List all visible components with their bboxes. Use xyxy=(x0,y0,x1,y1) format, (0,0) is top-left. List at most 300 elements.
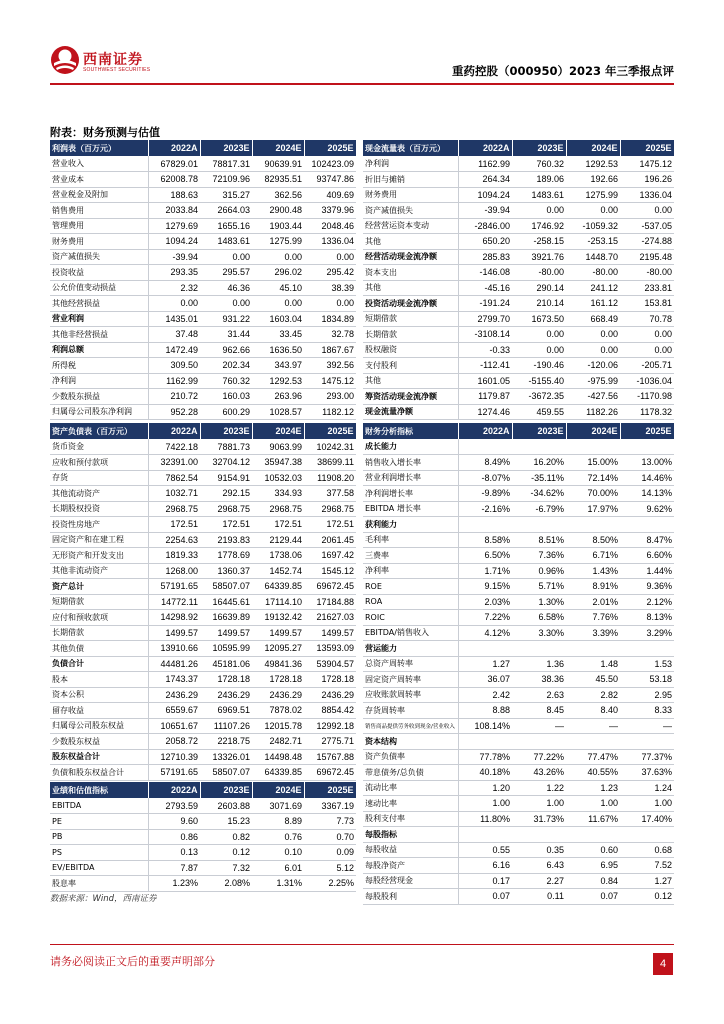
balance-row-label: 其他非流动资产 xyxy=(50,563,148,579)
cashflow-cell: -0.33 xyxy=(458,342,512,358)
ratios-row xyxy=(363,765,674,781)
balance-cell: 2436.29 xyxy=(252,687,304,703)
income-cell: 46.36 xyxy=(200,280,252,296)
balance-row-label: 存货 xyxy=(50,470,148,486)
valuation-year-header: 2025E xyxy=(304,782,356,798)
cashflow-row-label: 支付股利 xyxy=(363,358,458,374)
report-title: 重药控股（000950）2023 年三季报点评 xyxy=(451,64,674,78)
income-cell: 1028.57 xyxy=(252,404,304,420)
ratios-row-label: ROIC xyxy=(363,610,458,626)
ratios-row-label: 每股收益 xyxy=(363,842,458,858)
cashflow-cell: 3921.76 xyxy=(512,249,566,265)
ratios-cell: 8.51% xyxy=(512,532,566,548)
balance-cell: 16445.61 xyxy=(200,594,252,610)
balance-cell: 10532.03 xyxy=(252,470,304,486)
valuation-cell: 0.09 xyxy=(304,845,356,861)
balance-cell: 44481.26 xyxy=(148,656,200,672)
ratios-year-header: 2024E xyxy=(566,423,620,439)
income-row xyxy=(50,203,356,219)
ratios-row xyxy=(363,873,674,889)
ratios-cell: 0.12 xyxy=(620,889,674,905)
income-row-label: 利润总额 xyxy=(50,342,148,358)
balance-cell: 1819.33 xyxy=(148,548,200,564)
cashflow-cell: 668.49 xyxy=(566,311,620,327)
ratios-row-label: 资产负债率 xyxy=(363,749,458,765)
cashflow-row-label: 其他 xyxy=(363,373,458,389)
balance-cell: 13593.09 xyxy=(304,641,356,657)
cashflow-row xyxy=(363,249,674,265)
balance-row-label: 长期股权投资 xyxy=(50,501,148,517)
ratios-cell: 1.23 xyxy=(566,780,620,796)
cashflow-cell: 70.78 xyxy=(620,311,674,327)
cashflow-statement-table xyxy=(363,140,675,420)
income-year-header: 2025E xyxy=(304,140,356,156)
balance-cell: 32704.12 xyxy=(200,455,252,471)
income-cell: 2664.03 xyxy=(200,203,252,219)
ratios-cell xyxy=(566,641,620,657)
ratios-cell: 8.49% xyxy=(458,455,512,471)
ratios-cell xyxy=(566,439,620,455)
cashflow-cell: -3108.14 xyxy=(458,327,512,343)
balance-cell: 9063.99 xyxy=(252,439,304,455)
income-cell: 409.69 xyxy=(304,187,356,203)
ratios-cell xyxy=(458,439,512,455)
balance-cell: 10651.67 xyxy=(148,718,200,734)
page-number: 4 xyxy=(653,953,673,975)
ratios-cell: 1.71% xyxy=(458,563,512,579)
balance-cell: 12992.18 xyxy=(304,718,356,734)
ratios-cell: 7.36% xyxy=(512,548,566,564)
income-cell: 67829.01 xyxy=(148,156,200,172)
cashflow-cell: 1292.53 xyxy=(566,156,620,172)
income-row-label: 营业税金及附加 xyxy=(50,187,148,203)
valuation-row xyxy=(50,798,356,814)
ratios-cell xyxy=(620,734,674,750)
cashflow-row xyxy=(363,187,674,203)
balance-row-label: 股东权益合计 xyxy=(50,749,148,765)
valuation-row-label: EBITDA xyxy=(50,798,148,814)
ratios-cell: 0.96% xyxy=(512,563,566,579)
balance-cell: 13910.66 xyxy=(148,641,200,657)
balance-row-label: 应付和预收款项 xyxy=(50,610,148,626)
income-cell: 62008.78 xyxy=(148,172,200,188)
balance-row xyxy=(50,439,356,455)
ratios-cell: 4.12% xyxy=(458,625,512,641)
balance-cell: 57191.65 xyxy=(148,579,200,595)
balance-year-header: 2025E xyxy=(304,423,356,439)
income-row-label: 销售费用 xyxy=(50,203,148,219)
balance-cell: 15767.88 xyxy=(304,749,356,765)
ratios-cell: 0.55 xyxy=(458,842,512,858)
cashflow-cell: -975.99 xyxy=(566,373,620,389)
cashflow-cell: 153.81 xyxy=(620,296,674,312)
balance-cell: 49841.36 xyxy=(252,656,304,672)
cashflow-cell: 0.00 xyxy=(512,327,566,343)
balance-cell: 172.51 xyxy=(200,517,252,533)
ratios-row-label: 销售商品提供劳务收到现金/营业收入 xyxy=(363,718,458,734)
income-row xyxy=(50,249,356,265)
income-year-header: 2023E xyxy=(200,140,252,156)
ratios-cell: 6.50% xyxy=(458,548,512,564)
valuation-year-header: 2024E xyxy=(252,782,304,798)
income-row xyxy=(50,218,356,234)
ratios-row-label: 每股净资产 xyxy=(363,858,458,874)
balance-row xyxy=(50,625,356,641)
ratios-row xyxy=(363,889,674,905)
valuation-cell: 3071.69 xyxy=(252,798,304,814)
valuation-row xyxy=(50,829,356,845)
ratios-cell: 6.71% xyxy=(566,548,620,564)
valuation-row xyxy=(50,845,356,861)
ratios-row-label: ROE xyxy=(363,579,458,595)
balance-sheet-table xyxy=(50,423,357,781)
ratios-row-label: 固定资产周转率 xyxy=(363,672,458,688)
income-cell: 362.56 xyxy=(252,187,304,203)
income-cell: 0.00 xyxy=(148,296,200,312)
ratios-row xyxy=(363,687,674,703)
balance-cell: 2436.29 xyxy=(304,687,356,703)
cashflow-cell: 760.32 xyxy=(512,156,566,172)
ratios-cell: 2.01% xyxy=(566,594,620,610)
ratios-row-label: EBITDA 增长率 xyxy=(363,501,458,517)
balance-cell: 17114.10 xyxy=(252,594,304,610)
ratios-row xyxy=(363,610,674,626)
ratios-cell: 1.22 xyxy=(512,780,566,796)
cashflow-cell: 161.12 xyxy=(566,296,620,312)
cashflow-row-label: 股权融资 xyxy=(363,342,458,358)
valuation-cell: 0.82 xyxy=(200,829,252,845)
ratios-cell: 2.42 xyxy=(458,687,512,703)
ratios-cell: 9.62% xyxy=(620,501,674,517)
income-row xyxy=(50,296,356,312)
cashflow-cell: 0.00 xyxy=(512,342,566,358)
balance-row xyxy=(50,470,356,486)
income-cell: 1636.50 xyxy=(252,342,304,358)
ratios-row xyxy=(363,470,674,486)
balance-cell: 1499.57 xyxy=(252,625,304,641)
ratios-row xyxy=(363,858,674,874)
balance-cell: 14772.11 xyxy=(148,594,200,610)
ratios-cell: 16.20% xyxy=(512,455,566,471)
ratios-row-label: 毛利率 xyxy=(363,532,458,548)
ratios-row-label: 带息债务/总负债 xyxy=(363,765,458,781)
footer-disclaimer: 请务必阅读正文后的重要声明部分 xyxy=(50,955,215,968)
balance-row xyxy=(50,563,356,579)
balance-cell: 38699.11 xyxy=(304,455,356,471)
section-title: 附表：财务预测与估值 xyxy=(50,126,160,139)
logo-english-name: SOUTHWEST SECURITIES xyxy=(83,67,151,73)
cashflow-cell: 459.55 xyxy=(512,404,566,420)
ratios-cell: 43.26% xyxy=(512,765,566,781)
balance-cell: 7878.02 xyxy=(252,703,304,719)
income-cell: 760.32 xyxy=(200,373,252,389)
balance-cell: 7881.73 xyxy=(200,439,252,455)
valuation-header-row xyxy=(50,782,356,798)
logo-mark-icon xyxy=(50,45,80,75)
income-cell: 82935.51 xyxy=(252,172,304,188)
cashflow-cell: 1275.99 xyxy=(566,187,620,203)
income-cell: 1603.04 xyxy=(252,311,304,327)
ratios-cell: 36.07 xyxy=(458,672,512,688)
ratios-cell: 17.97% xyxy=(566,501,620,517)
balance-row xyxy=(50,765,356,781)
cashflow-row-label: 净利润 xyxy=(363,156,458,172)
cashflow-row xyxy=(363,218,674,234)
balance-cell: 12015.78 xyxy=(252,718,304,734)
ratios-row xyxy=(363,501,674,517)
cashflow-cell: 0.00 xyxy=(512,203,566,219)
balance-cell: 1728.18 xyxy=(252,672,304,688)
ratios-row xyxy=(363,827,674,843)
income-row-label: 少数股东损益 xyxy=(50,389,148,405)
balance-row-label: 其他负债 xyxy=(50,641,148,657)
ratios-year-header: 2022A xyxy=(458,423,512,439)
income-cell: 202.34 xyxy=(200,358,252,374)
source-note: 数据来源：Wind，西南证券 xyxy=(50,894,157,904)
ratios-row xyxy=(363,796,674,812)
ratios-cell xyxy=(620,827,674,843)
balance-cell: 292.15 xyxy=(200,486,252,502)
income-cell: 37.48 xyxy=(148,327,200,343)
ratios-cell: 6.58% xyxy=(512,610,566,626)
balance-cell: 1452.74 xyxy=(252,563,304,579)
ratios-row xyxy=(363,672,674,688)
ratios-row xyxy=(363,641,674,657)
cashflow-row-label: 资本支出 xyxy=(363,265,458,281)
balance-cell: 1697.42 xyxy=(304,548,356,564)
ratios-cell: 38.36 xyxy=(512,672,566,688)
balance-cell: 8854.42 xyxy=(304,703,356,719)
ratios-cell: 0.07 xyxy=(566,889,620,905)
balance-cell: 57191.65 xyxy=(148,765,200,781)
cashflow-row xyxy=(363,296,674,312)
income-row xyxy=(50,342,356,358)
ratios-row-label: 存货周转率 xyxy=(363,703,458,719)
cashflow-cell: 2195.48 xyxy=(620,249,674,265)
ratios-cell: 53.18 xyxy=(620,672,674,688)
income-cell: 2033.84 xyxy=(148,203,200,219)
cashflow-row xyxy=(363,373,674,389)
ratios-cell: -6.79% xyxy=(512,501,566,517)
ratios-cell: 37.63% xyxy=(620,765,674,781)
valuation-cell: 7.73 xyxy=(304,814,356,830)
income-row-label: 其他非经营损益 xyxy=(50,327,148,343)
ratios-cell: 1.00 xyxy=(458,796,512,812)
valuation-table xyxy=(50,782,357,892)
balance-cell: 12710.39 xyxy=(148,749,200,765)
ratios-row xyxy=(363,486,674,502)
balance-cell: 1728.18 xyxy=(304,672,356,688)
ratios-cell: 2.03% xyxy=(458,594,512,610)
balance-row xyxy=(50,656,356,672)
income-cell: 33.45 xyxy=(252,327,304,343)
ratios-row xyxy=(363,517,674,533)
balance-row-label: 应收和预付款项 xyxy=(50,455,148,471)
income-row-label: 投资收益 xyxy=(50,265,148,281)
ratios-row-label: 应收账款周转率 xyxy=(363,687,458,703)
balance-cell: 58507.07 xyxy=(200,765,252,781)
ratios-cell xyxy=(620,641,674,657)
valuation-row-label: EV/EBITDA xyxy=(50,860,148,876)
ratios-cell: 11.80% xyxy=(458,811,512,827)
balance-cell: 2193.83 xyxy=(200,532,252,548)
ratios-cell xyxy=(512,734,566,750)
balance-row xyxy=(50,455,356,471)
ratios-cell: 11.67% xyxy=(566,811,620,827)
balance-cell: 1499.57 xyxy=(304,625,356,641)
income-statement-table xyxy=(50,140,357,420)
ratios-cell xyxy=(458,734,512,750)
ratios-year-header: 2025E xyxy=(620,423,674,439)
ratios-cell: 0.84 xyxy=(566,873,620,889)
income-cell: 296.02 xyxy=(252,265,304,281)
cashflow-cell: 1475.12 xyxy=(620,156,674,172)
income-title: 利润表（百万元） xyxy=(50,140,148,156)
balance-cell: 35947.38 xyxy=(252,455,304,471)
ratios-cell: -2.16% xyxy=(458,501,512,517)
balance-cell: 11107.26 xyxy=(200,718,252,734)
income-row-label: 所得税 xyxy=(50,358,148,374)
balance-cell: 2061.45 xyxy=(304,532,356,548)
balance-row xyxy=(50,749,356,765)
cashflow-cell: -45.16 xyxy=(458,280,512,296)
balance-row xyxy=(50,610,356,626)
ratios-row-label: 资本结构 xyxy=(363,734,458,750)
cashflow-cell: -80.00 xyxy=(620,265,674,281)
ratios-row-label: 每股指标 xyxy=(363,827,458,843)
ratios-cell: 31.73% xyxy=(512,811,566,827)
ratios-row xyxy=(363,439,674,455)
income-cell: 1475.12 xyxy=(304,373,356,389)
balance-cell: 58507.07 xyxy=(200,579,252,595)
cashflow-cell: 210.14 xyxy=(512,296,566,312)
cashflow-cell: -258.15 xyxy=(512,234,566,250)
balance-cell: 13326.01 xyxy=(200,749,252,765)
cashflow-cell: -274.88 xyxy=(620,234,674,250)
income-cell: 2900.48 xyxy=(252,203,304,219)
ratios-cell: 6.16 xyxy=(458,858,512,874)
ratios-row-label: 净利润增长率 xyxy=(363,486,458,502)
cashflow-cell: -1059.32 xyxy=(566,218,620,234)
income-cell: 0.00 xyxy=(252,296,304,312)
ratios-row xyxy=(363,594,674,610)
balance-row xyxy=(50,532,356,548)
balance-cell: 2968.75 xyxy=(252,501,304,517)
ratios-cell: 6.60% xyxy=(620,548,674,564)
cashflow-cell: -191.24 xyxy=(458,296,512,312)
income-row xyxy=(50,311,356,327)
cashflow-row-label: 短期借款 xyxy=(363,311,458,327)
income-cell: 315.27 xyxy=(200,187,252,203)
valuation-cell: 15.23 xyxy=(200,814,252,830)
cashflow-cell: 1601.05 xyxy=(458,373,512,389)
balance-row-label: 负债合计 xyxy=(50,656,148,672)
balance-row-label: 资产总计 xyxy=(50,579,148,595)
income-cell: 31.44 xyxy=(200,327,252,343)
ratios-row-label: 每股股利 xyxy=(363,889,458,905)
ratios-cell: 9.36% xyxy=(620,579,674,595)
balance-cell: 14498.48 xyxy=(252,749,304,765)
valuation-cell: 7.32 xyxy=(200,860,252,876)
cashflow-cell: 0.00 xyxy=(620,203,674,219)
cashflow-cell: 192.66 xyxy=(566,172,620,188)
cashflow-row-label: 投资活动现金流净额 xyxy=(363,296,458,312)
cashflow-cell: 290.14 xyxy=(512,280,566,296)
income-cell: 1275.99 xyxy=(252,234,304,250)
ratios-cell: 1.36 xyxy=(512,656,566,672)
income-row xyxy=(50,234,356,250)
ratios-cell: 40.55% xyxy=(566,765,620,781)
income-cell: 160.03 xyxy=(200,389,252,405)
ratios-cell: 108.14% xyxy=(458,718,512,734)
ratios-row-label: 总资产周转率 xyxy=(363,656,458,672)
ratios-cell: 2.82 xyxy=(566,687,620,703)
cashflow-cell: -2846.00 xyxy=(458,218,512,234)
ratios-cell: 72.14% xyxy=(566,470,620,486)
ratios-cell: 1.27 xyxy=(458,656,512,672)
ratios-cell: 1.00 xyxy=(620,796,674,812)
cashflow-row xyxy=(363,234,674,250)
income-cell: 293.35 xyxy=(148,265,200,281)
ratios-cell: 40.18% xyxy=(458,765,512,781)
ratios-cell: — xyxy=(512,718,566,734)
income-row xyxy=(50,404,356,420)
balance-row-label: 留存收益 xyxy=(50,703,148,719)
income-cell: 952.28 xyxy=(148,404,200,420)
ratios-cell: 1.27 xyxy=(620,873,674,889)
ratios-cell: 8.91% xyxy=(566,579,620,595)
financial-ratios-table xyxy=(363,423,675,905)
ratios-row xyxy=(363,532,674,548)
income-cell: 210.72 xyxy=(148,389,200,405)
balance-cell: 14298.92 xyxy=(148,610,200,626)
cashflow-cell: -112.41 xyxy=(458,358,512,374)
income-row-label: 营业成本 xyxy=(50,172,148,188)
income-cell: 0.00 xyxy=(304,249,356,265)
balance-cell: 1545.12 xyxy=(304,563,356,579)
balance-cell: 2058.72 xyxy=(148,734,200,750)
ratios-cell: 2.12% xyxy=(620,594,674,610)
valuation-row-label: PE xyxy=(50,814,148,830)
ratios-row-label: 股利支付率 xyxy=(363,811,458,827)
valuation-cell: 0.13 xyxy=(148,845,200,861)
balance-row-label: 少数股东权益 xyxy=(50,734,148,750)
balance-cell: 172.51 xyxy=(252,517,304,533)
income-row-label: 公允价值变动损益 xyxy=(50,280,148,296)
ratios-cell: 17.40% xyxy=(620,811,674,827)
valuation-cell: 0.76 xyxy=(252,829,304,845)
balance-cell: 1268.00 xyxy=(148,563,200,579)
ratios-row xyxy=(363,811,674,827)
balance-header-row xyxy=(50,423,356,439)
balance-row xyxy=(50,687,356,703)
ratios-cell xyxy=(512,517,566,533)
ratios-cell: 14.46% xyxy=(620,470,674,486)
ratios-cell: 2.27 xyxy=(512,873,566,889)
balance-row xyxy=(50,579,356,595)
income-row xyxy=(50,172,356,188)
ratios-cell xyxy=(566,517,620,533)
ratios-cell: 77.47% xyxy=(566,749,620,765)
balance-title: 资产负债表（百万元） xyxy=(50,423,148,439)
ratios-row xyxy=(363,656,674,672)
balance-row-label: 固定资产和在建工程 xyxy=(50,532,148,548)
ratios-cell xyxy=(566,734,620,750)
cashflow-row xyxy=(363,404,674,420)
cashflow-cell: -80.00 xyxy=(566,265,620,281)
ratios-row xyxy=(363,455,674,471)
valuation-row xyxy=(50,876,356,892)
